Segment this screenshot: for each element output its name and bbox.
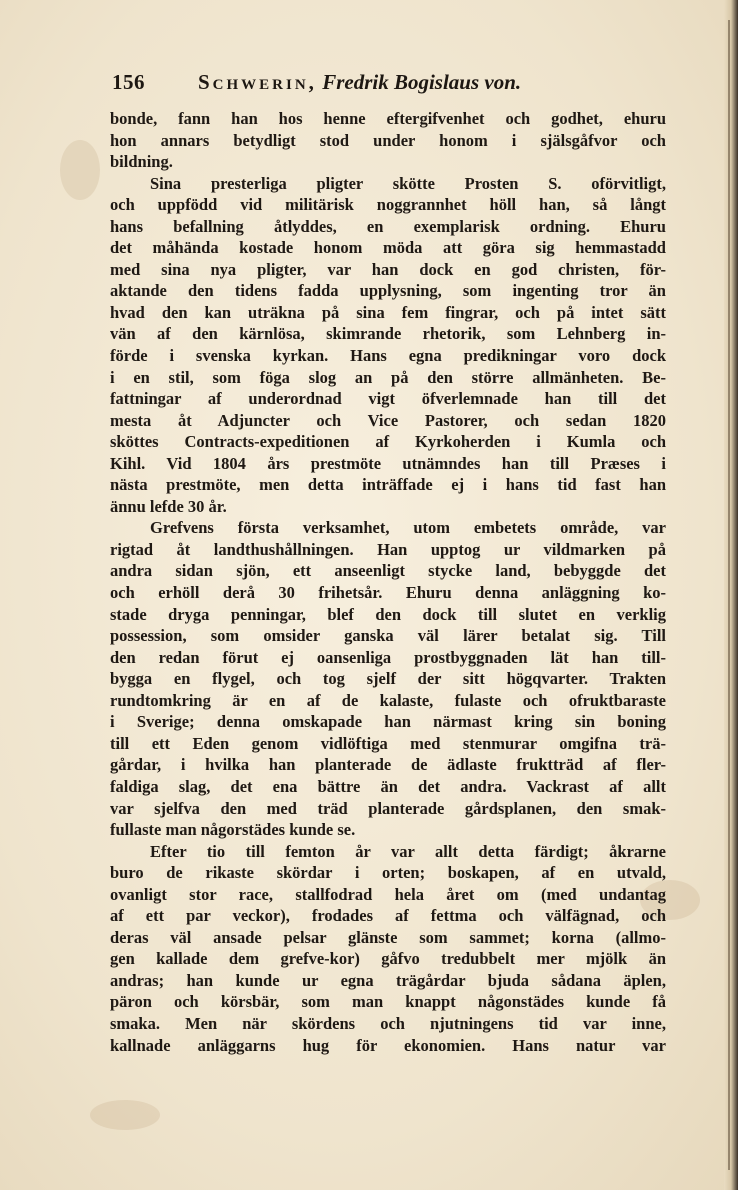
text-line: den redan förut ej oansenliga prostbyggnaden lät han till- [110, 647, 666, 667]
running-header [112, 70, 672, 100]
text-line: gårdar, i hvilka han planterade de ädlaste fruktträd af fler- [110, 755, 666, 775]
running-title-name: Schwerin, [198, 70, 317, 94]
running-title-rest: Fredrik Bogislaus von. [316, 70, 522, 94]
text-line: buro de rikaste skördar i orten; boskapen, af en utvald, [110, 863, 666, 883]
text-line: kallnade anläggarns hug för ekonomien. Hans natur var [110, 1035, 666, 1055]
book-spine-edge [724, 0, 738, 1190]
text-line: Kihl. Vid 1804 års prestmöte utnämndes han till Præses i [110, 453, 666, 473]
spine-line [728, 20, 730, 1170]
text-line: Grefvens första verksamhet, utom embetets område, var [150, 518, 666, 538]
text-line: sköttes Contracts-expeditionen af Kyrkoherden i Kumla och [110, 432, 666, 452]
text-line: bonde, fann han hos henne eftergifvenhet och godhet, ehuru [110, 109, 666, 128]
text-line: mesta åt Adjuncter och Vice Pastorer, och sedan 1820 [110, 410, 666, 430]
text-line: rundtomkring är en af de kalaste, fulaste och ofruktbaraste [110, 690, 666, 710]
running-title [198, 70, 521, 95]
text-line: hon annars betydligt stod under honom i själsgåfvor och [110, 130, 666, 150]
text-line: bildning. [110, 152, 173, 172]
text-line: päron och körsbär, som man knappt någonstädes kunde få [110, 992, 666, 1012]
text-line: rigtad åt landthushållningen. Han upptog ur vildmarken på [110, 539, 666, 559]
text-line: faldiga slag, det ena bättre än det andra. Vackrast af allt [110, 776, 666, 796]
text-line: fullaste man någorstädes kunde se. [110, 820, 356, 840]
text-line: var sjelfva den med träd planterade gårdsplanen, den smak- [110, 798, 666, 818]
text-line: andras; han kunde ur egna trägårdar bjuda sådana äplen, [110, 970, 666, 990]
page-number: 156 [112, 70, 145, 94]
text-line: ännu lefde 30 år. [110, 496, 227, 516]
text-line: hans befallning åtlyddes, en exemplarisk ordning. Ehuru [110, 216, 666, 236]
text-line: ovanligt stor race, stallfodrad hela året om (med undantag [110, 884, 666, 904]
text-line: och uppfödd vid militärisk noggrannhet höll han, så långt [110, 195, 666, 215]
body-text [110, 108, 666, 1056]
text-line: smaka. Men när skördens och njutningens tid var inne, [110, 1013, 666, 1033]
foxing-stain [60, 140, 100, 200]
text-line: vän af den kärnlösa, skimrande rhetorik, som Lehnberg in- [110, 324, 666, 344]
text-line: andra sidan sjön, ett anseenligt stycke land, bebyggde det [110, 561, 666, 581]
text-line: i Sverige; denna omskapade han närmast kring sin boning [110, 712, 666, 732]
text-line: till ett Eden genom vidlöftiga med stenmurar omgifna trä- [110, 733, 666, 753]
text-line: nästa prestmöte, men detta inträffade ej i hans tid fast han [110, 475, 666, 495]
text-line: hvad den kan uträkna på sina fem fingrar, och på intet sätt [110, 302, 666, 322]
text-line: af ett par veckor), frodades af fettma och välfägnad, och [110, 906, 666, 926]
text-line: fattningar af underordnad vigt öfverlemnade han till det [110, 389, 666, 409]
foxing-stain [90, 1100, 160, 1130]
text-line: possession, som omsider ganska väl lärer betalat sig. Till [110, 626, 666, 646]
text-line: aktande den tidens fadda upplysning, som ingenting tror än [110, 281, 666, 301]
text-line: förde i svenska kyrkan. Hans egna predikningar voro dock [110, 346, 666, 366]
text-line: Sina presterliga pligter skötte Prosten S. oförvitligt, [150, 173, 666, 193]
text-line: med sina nya pligter, var han dock en god christen, för- [110, 259, 666, 279]
text-line: och erhöll derå 30 frihetsår. Ehuru denna anläggning ko- [110, 583, 666, 603]
text-line: deras väl ansade pelsar glänste som sammet; korna (allmo- [110, 927, 666, 947]
text-line: stade dryga penningar, blef den dock till slutet en verklig [110, 604, 666, 624]
text-line: det måhända kostade honom möda att göra sig hemmastadd [110, 238, 666, 258]
text-line: gen kallade dem grefve-kor) gåfvo tredubbelt mer mjölk än [110, 949, 666, 969]
text-line: i en stil, som föga slog an på den större allmänheten. Be- [110, 367, 666, 387]
text-line: bygga en flygel, och tog sjelf der sitt högqvarter. Trakten [110, 669, 666, 689]
text-line: Efter tio till femton år var allt detta färdigt; åkrarne [150, 841, 666, 861]
